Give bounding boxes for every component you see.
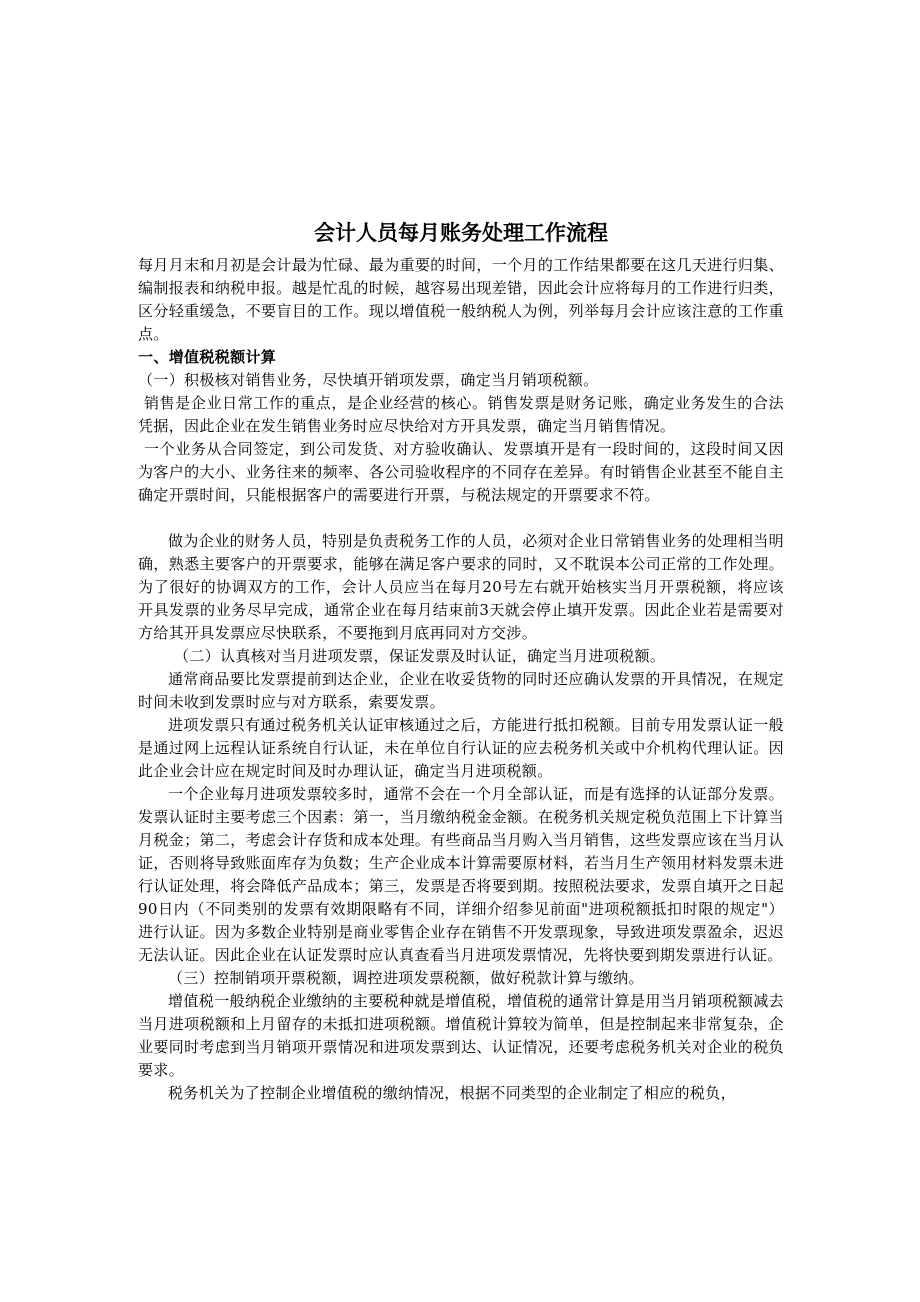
body-paragraph: 通常商品要比发票提前到达企业，企业在收妥货物的同时还应确认发票的开具情况，在规定时间未收到发票时应与对方联系，索要发票。 [138,670,784,711]
body-paragraph: 销售是企业日常工作的重点，是企业经营的核心。销售发票是财务记账，确定业务发生的合法凭据，因此企业在发生销售业务时应尽快给对方开具发票，确定当月销售情况。 [138,394,784,435]
subsection-heading-3: （三）控制销项开票税额，调控进项发票税额，做好税款计算与缴纳。 [168,969,644,987]
section-heading-vat: 一、增值税税额计算 [138,348,277,366]
body-paragraph: 做为企业的财务人员，特别是负责税务工作的人员，必须对企业日常销售业务的处理相当明确，熟悉主要客户的开票要求，能够在满足客户要求的同时，又不耽误本公司正常的工作处理。为了很好的协调双方的工作，会计人员应当在每月20号左右就开始核实当月开票税额，将应该开具发票的业务尽早完成，通常企业在每月结束前3天就会停止填开发票。因此企业若是需要对方给其开具发票应尽快联系，不要拖到月底再同对方交涉。 [138,532,784,642]
blank-line [138,507,784,530]
body-paragraph: 进项发票只有通过税务机关认证审核通过之后，方能进行抵扣税额。目前专用发票认证一般是通过网上远程认证系统自行认证，未在单位自行认证的应去税务机关或中介机构代理认证。因此企业会计应在规定时间及时办理认证，确定当月进项税额。 [138,716,784,780]
body-paragraph: 一个企业每月进项发票较多时，通常不会在一个月全部认证，而是有选择的认证部分发票。发票认证时主要考虑三个因素：第一，当月缴纳税金金额。在税务机关规定税负范围上下计算当月税金；第二，考虑会计存货和成本处理。有些商品当月购入当月销售，这些发票应该在当月认证，否则将导致账面库存为负数；生产企业成本计算需要原材料，若当月生产领用材料发票未进行认证处理，将会降低产品成本；第三，发票是否将要到期。按照税法要求，发票自填开之日起90日内（不同类别的发票有效期限略有不同，详细介绍参见前面"进项税额抵扣时限的规定"）进行认证。因为多数企业特别是商业零售企业存在销售不开发票现象，导致进项发票盈余，迟迟无法认证。因此企业在认证发票时应认真查看当月进项发票情况，先将快要到期发票进行认证。 [138,785,784,964]
body-paragraph: 增值税一般纳税企业缴纳的主要税种就是增值税，增值税的通常计算是用当月销项税额减去当月进项税额和上月留存的未抵扣进项税额。增值税计算较为简单，但是控制起来非常复杂，企业要同时考虑到当月销项开票情况和进项发票到达、认证情况，还要考虑税务机关对企业的税负要求。 [138,992,784,1079]
intro-paragraph: 每月月末和月初是会计最为忙碌、最为重要的时间，一个月的工作结果都要在这几天进行归集、编制报表和纳税申报。越是忙乱的时候，越容易出现差错，因此会计应将每月的工作进行归类，区分轻重缓急，不要盲目的工作。现以增值税一般纳税人为例，列举每月会计应该注意的工作重点。 [138,256,784,343]
document-title: 会计人员每月账务处理工作流程 [314,221,608,245]
body-paragraph: 一个业务从合同签定，到公司发货、对方验收确认、发票填开是有一段时间的，这段时间又因为客户的大小、业务往来的频率、各公司验收程序的不同存在差异。有时销售企业甚至不能自主确定开票时间，只能根据客户的需要进行开票，与税法规定的开票要求不符。 [138,440,784,504]
subsection-heading-2: （二）认真核对当月进项发票，保证发票及时认证，确定当月进项税额。 [174,647,666,665]
subsection-heading-1: （一）积极核对销售业务，尽快填开销项发票，确定当月销项税额。 [138,371,599,389]
document-body [138,216,784,1105]
body-paragraph: 税务机关为了控制企业增值税的缴纳情况，根据不同类型的企业制定了相应的税负， [168,1084,736,1102]
